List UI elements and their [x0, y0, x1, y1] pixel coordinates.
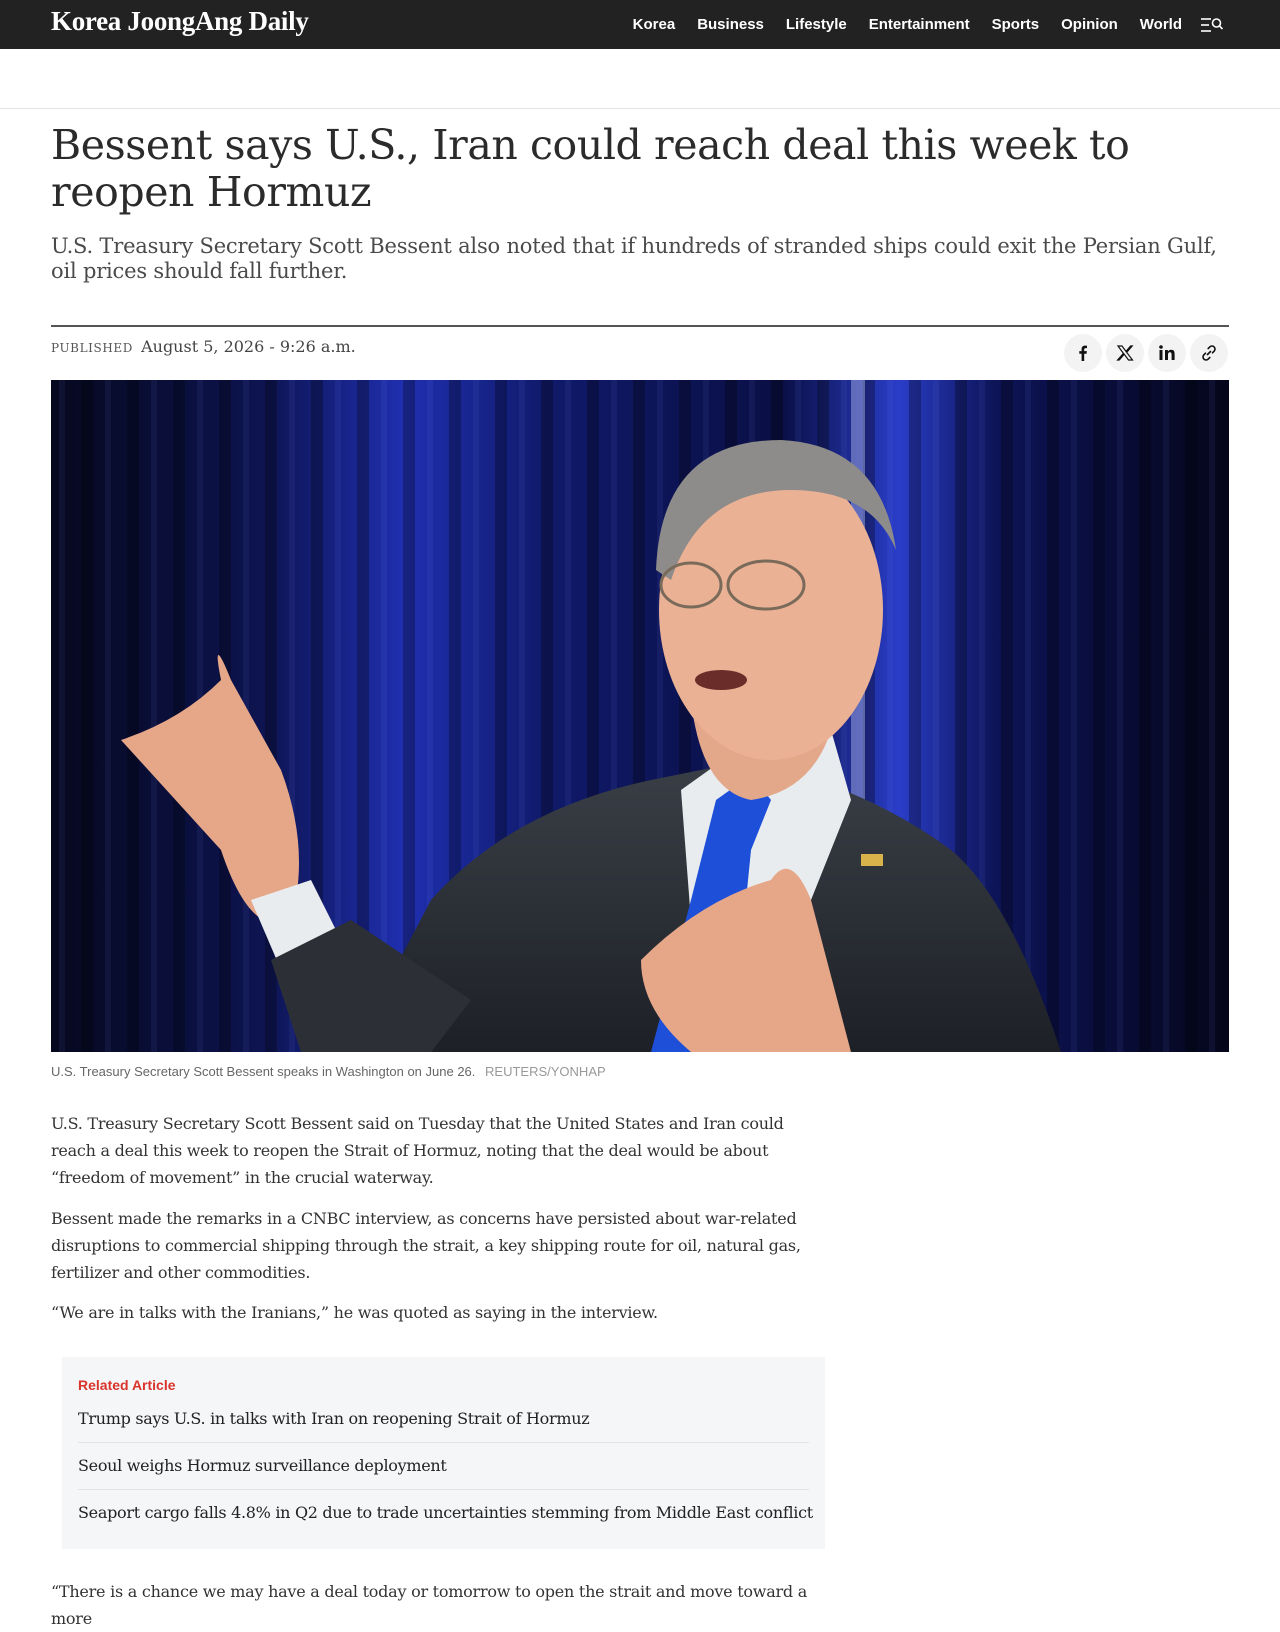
site-logo[interactable]: Korea JoongAng Daily	[51, 6, 309, 36]
related-article-link[interactable]: Trump says U.S. in talks with Iran on reopening Strait of Hormuz	[78, 1403, 809, 1443]
related-article-link[interactable]: Seaport cargo falls 4.8% in Q2 due to trade uncertainties stemming from Middle East conflict	[78, 1503, 813, 1522]
divider	[51, 325, 1229, 327]
nav-item-business[interactable]: Business	[697, 16, 764, 33]
linkedin-icon[interactable]	[1148, 334, 1186, 372]
link-icon[interactable]	[1190, 334, 1228, 372]
published-info	[51, 337, 356, 356]
related-article-title: Related Article	[78, 1377, 176, 1393]
related-article-link[interactable]: Seoul weighs Hormuz surveillance deployment	[78, 1443, 809, 1490]
article-paragraph: U.S. Treasury Secretary Scott Bessent said on Tuesday that the United States and Iran could reach a deal this week to reopen the Strait of Hormuz, noting that the deal would be about “freedom of movement” in the crucial waterway.	[51, 1114, 784, 1187]
nav-item-sports[interactable]: Sports	[991, 16, 1040, 33]
ad-space	[0, 49, 1280, 109]
related-articles-box	[62, 1357, 825, 1549]
photo-credit: REUTERS/YONHAP	[485, 1064, 606, 1079]
nav-item-korea[interactable]: Korea	[632, 16, 676, 33]
nav-item-world[interactable]: World	[1139, 16, 1182, 33]
article-subhead: U.S. Treasury Secretary Scott Bessent also noted that if hundreds of stranded ships could exit the Persian Gulf, oil prices should fall further.	[51, 234, 1217, 283]
article-paragraph: “We are in talks with the Iranians,” he was quoted as saying in the interview.	[51, 1303, 658, 1322]
main-nav	[611, 0, 1224, 49]
photo-caption	[51, 1064, 606, 1079]
top-navigation-bar	[0, 0, 1280, 49]
published-label: PUBLISHED	[51, 341, 133, 355]
published-date: August 5, 2026 - 9:26 a.m.	[141, 337, 356, 356]
nav-item-lifestyle[interactable]: Lifestyle	[785, 16, 847, 33]
x-icon[interactable]	[1106, 334, 1144, 372]
nav-item-entertainment[interactable]: Entertainment	[868, 16, 970, 33]
menu-search-icon[interactable]	[1200, 15, 1224, 35]
share-buttons	[1060, 334, 1228, 372]
article-photo	[51, 380, 1229, 1052]
nav-item-opinion[interactable]: Opinion	[1061, 16, 1118, 33]
facebook-icon[interactable]	[1064, 334, 1102, 372]
article-paragraph: “There is a chance we may have a deal today or tomorrow to open the strait and move toward a more	[51, 1582, 808, 1628]
article-headline: Bessent says U.S., Iran could reach deal this week to reopen Hormuz	[51, 121, 1130, 216]
article-paragraph: Bessent made the remarks in a CNBC interview, as concerns have persisted about war-related disruptions to commercial shipping through the strait, a key shipping route for oil, natural gas, fertilizer and other commodities.	[51, 1209, 801, 1282]
caption-text: U.S. Treasury Secretary Scott Bessent speaks in Washington on June 26.	[51, 1064, 476, 1079]
